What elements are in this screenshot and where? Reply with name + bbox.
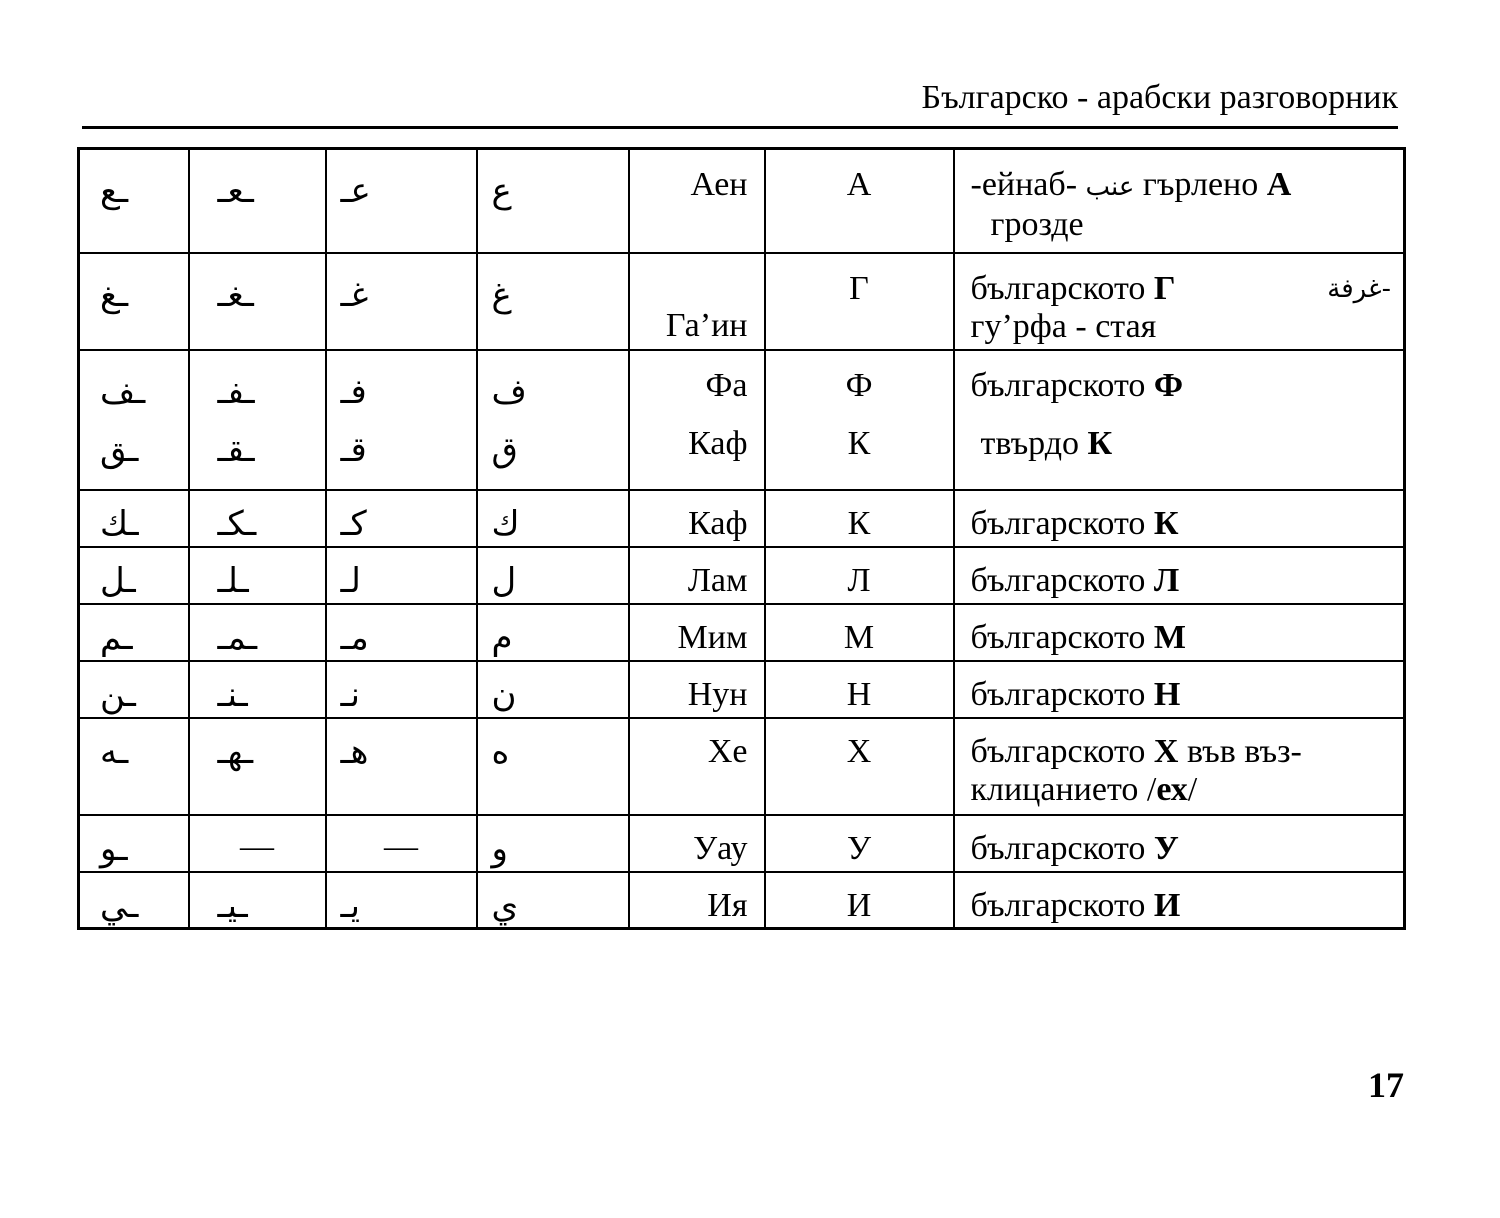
pronunciation-description (954, 661, 1405, 718)
initial-form: نـ (326, 661, 477, 718)
medial-form: ـيـ (189, 872, 326, 929)
pronunciation-description (954, 350, 1405, 490)
initial-form: قـ (340, 429, 367, 470)
medial-form: ـقـ (217, 429, 255, 470)
bulgarian-letter: Н (765, 661, 954, 718)
isolated-form: و (477, 815, 629, 872)
letter-name: Хе (629, 718, 765, 815)
final-form: ـم (79, 604, 189, 661)
pronunciation-description (954, 872, 1405, 929)
final-form: ـف (100, 371, 146, 412)
medial-form-pair (189, 350, 326, 490)
table-row (79, 872, 1405, 929)
letter-name: Га’ин (629, 253, 765, 350)
letter-name: Фа (705, 366, 748, 404)
final-form: ـي (79, 872, 189, 929)
desc-bold-letter: Ф (1153, 366, 1184, 404)
pronunciation-description (954, 253, 1405, 350)
pronunciation-description (954, 604, 1405, 661)
isolated-form: غ (477, 253, 629, 350)
medial-form: ـنـ (189, 661, 326, 718)
letter-name: Ия (629, 872, 765, 929)
pronunciation-description (954, 815, 1405, 872)
final-form: ـغ (79, 253, 189, 350)
isolated-form: ف (491, 371, 527, 412)
medial-form: — (189, 815, 326, 872)
bulgarian-letter: Х (765, 718, 954, 815)
bulgarian-letter: А (765, 149, 954, 253)
desc-prefix: твърдо (980, 424, 1088, 462)
bulgarian-letter: М (765, 604, 954, 661)
arabic-alphabet-table (77, 147, 1406, 930)
bulgarian-letter: Г (765, 253, 954, 350)
letter-name: Лам (629, 547, 765, 604)
table-row (79, 350, 1405, 490)
isolated-form: ل (477, 547, 629, 604)
bulgarian-letter: Ф (845, 366, 873, 404)
medial-form: ـغـ (189, 253, 326, 350)
table-row (79, 604, 1405, 661)
initial-form: هـ (326, 718, 477, 815)
table-row (79, 718, 1405, 815)
table-row (79, 661, 1405, 718)
desc-line2: гу’рфа - стая (970, 307, 1157, 345)
medial-form: ـهـ (189, 718, 326, 815)
initial-form: فـ (340, 371, 367, 412)
pronunciation-description (954, 490, 1405, 547)
table-row (79, 490, 1405, 547)
desc-suffix: във въз- (1178, 732, 1302, 770)
final-form: ـق (100, 429, 139, 470)
desc-prefix: -ейнаб- (970, 166, 1086, 203)
medial-form: ـلـ (189, 547, 326, 604)
desc-mid: гърлено (1134, 166, 1267, 203)
desc-prefix: българското (970, 829, 1154, 867)
bulgarian-letter-pair (765, 350, 954, 490)
final-form-pair (79, 350, 189, 490)
initial-form-pair (326, 350, 477, 490)
medial-form: ـعـ (189, 149, 326, 253)
isolated-form: ن (477, 661, 629, 718)
table-row (79, 149, 1405, 253)
desc-bold-letter: К (1087, 424, 1113, 462)
initial-form: عـ (326, 149, 477, 253)
medial-form: ـمـ (189, 604, 326, 661)
desc-line2: грозде (990, 206, 1084, 243)
desc-prefix: българското (970, 675, 1154, 713)
arabic-example: غرفة- (1327, 273, 1391, 304)
letter-name: Нун (629, 661, 765, 718)
table-row (79, 253, 1405, 350)
initial-form: لـ (326, 547, 477, 604)
final-form: ـع (79, 149, 189, 253)
initial-form: — (326, 815, 477, 872)
page-number: 17 (1368, 1065, 1404, 1105)
isolated-form: ي (477, 872, 629, 929)
medial-form: ـكـ (189, 490, 326, 547)
desc-bold-letter: И (1153, 886, 1181, 924)
bulgarian-letter: Л (765, 547, 954, 604)
bulgarian-letter: К (765, 490, 954, 547)
header-rule (82, 126, 1398, 129)
letter-name: Каф (688, 424, 748, 462)
isolated-form: ق (491, 429, 518, 470)
final-form: ـل (79, 547, 189, 604)
bulgarian-letter: И (765, 872, 954, 929)
initial-form: يـ (326, 872, 477, 929)
desc-line2-prefix: клицанието / (970, 770, 1157, 808)
arabic-example: عنب (1085, 172, 1135, 202)
desc-bold-letter: Л (1153, 561, 1180, 599)
initial-form: غـ (326, 253, 477, 350)
table-row (79, 815, 1405, 872)
desc-line2-suffix: / (1187, 770, 1198, 808)
desc-bold-letter: А (1266, 166, 1292, 203)
isolated-form-pair (477, 350, 629, 490)
letter-name: Уау (629, 815, 765, 872)
desc-prefix: българското (970, 269, 1154, 307)
medial-form: ـفـ (217, 371, 255, 412)
letter-name-pair (629, 350, 765, 490)
desc-bold-letter: Х (1153, 732, 1179, 770)
desc-prefix: българското (970, 561, 1154, 599)
isolated-form: ع (477, 149, 629, 253)
final-form: ـه (79, 718, 189, 815)
initial-form: كـ (326, 490, 477, 547)
desc-prefix: българското (970, 366, 1154, 404)
initial-form: مـ (326, 604, 477, 661)
final-form: ـو (79, 815, 189, 872)
desc-bold-letter: Н (1153, 675, 1181, 713)
pronunciation-description (954, 149, 1405, 253)
isolated-form: ه (477, 718, 629, 815)
letter-name: Аен (629, 149, 765, 253)
desc-prefix: българското (970, 886, 1154, 924)
letter-name: Мим (629, 604, 765, 661)
desc-bold-letter: Г (1153, 269, 1176, 307)
desc-bold-letter: М (1153, 618, 1186, 656)
letter-name: Каф (629, 490, 765, 547)
isolated-form: ك (477, 490, 629, 547)
final-form: ـك (79, 490, 189, 547)
desc-bold-letter: К (1153, 504, 1179, 542)
pronunciation-description (954, 718, 1405, 815)
desc-prefix: българското (970, 732, 1154, 770)
desc-bold-letter: У (1153, 829, 1179, 867)
desc-prefix: българското (970, 504, 1154, 542)
pronunciation-description (954, 547, 1405, 604)
desc-line2-bold: ех (1156, 770, 1188, 808)
page-header-title: Българско - арабски разговорник (921, 79, 1398, 116)
isolated-form: م (477, 604, 629, 661)
desc-prefix: българското (970, 618, 1154, 656)
bulgarian-letter: К (847, 424, 871, 462)
final-form: ـن (79, 661, 189, 718)
bulgarian-letter: У (765, 815, 954, 872)
table-row (79, 547, 1405, 604)
